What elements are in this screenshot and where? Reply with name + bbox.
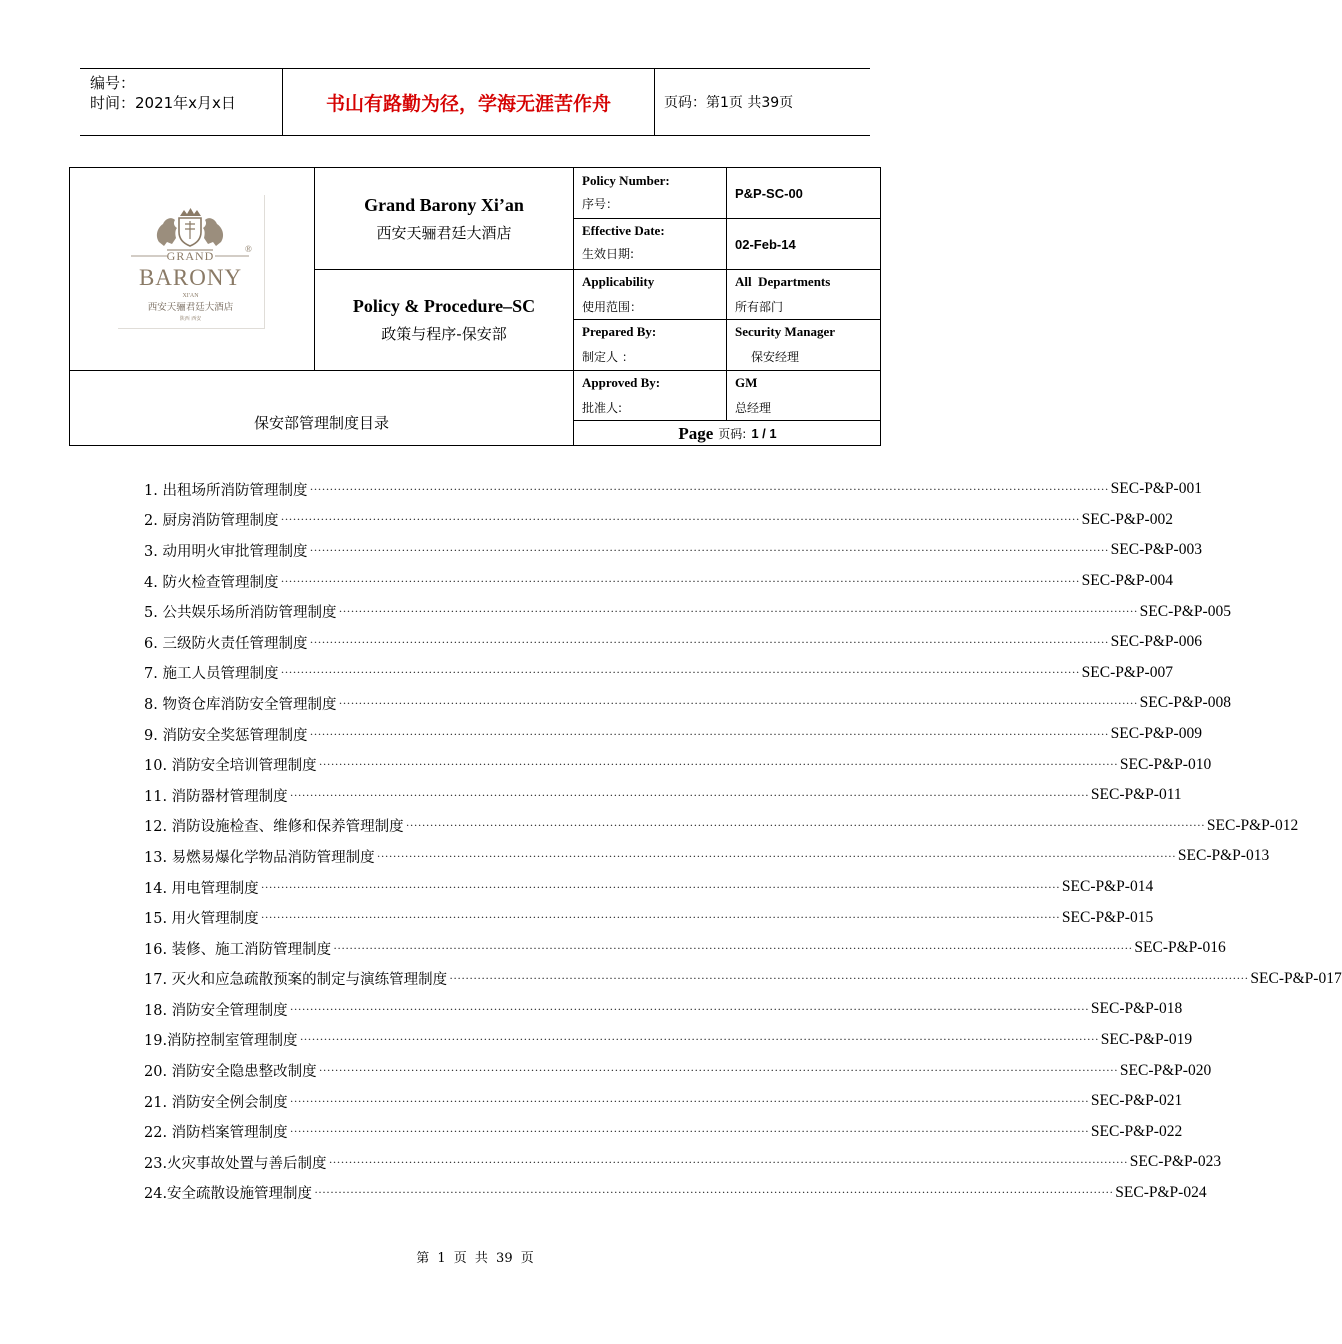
policy-header-table xyxy=(69,167,881,446)
toc-leader-dots: ········································································································································································································ xyxy=(260,879,1060,894)
toc-entry xyxy=(144,1147,1222,1178)
toc-entry-code: SEC-P&P-017 xyxy=(1250,969,1342,987)
toc-leader-dots: ········································································································································································································ xyxy=(289,1093,1089,1108)
header-page-info: 页码：第1页 共39页 xyxy=(664,95,794,111)
toc-entry-code: SEC-P&P-021 xyxy=(1090,1092,1183,1110)
toc-entry xyxy=(144,1086,1183,1117)
toc-entry xyxy=(144,566,1173,597)
toc-entry-title: 2. 厨房消防管理制度 xyxy=(144,513,279,530)
toc-leader-dots: ········································································································································································································ xyxy=(289,1001,1089,1016)
page-footer: 第 1 页 共 39 页 xyxy=(416,1251,534,1266)
toc-entry xyxy=(144,872,1154,903)
toc-entry xyxy=(144,780,1182,811)
toc-entry xyxy=(144,964,1342,995)
toc-entry-title: 5. 公共娱乐场所消防管理制度 xyxy=(144,605,337,622)
toc-leader-dots: ········································································································································································································ xyxy=(260,910,1060,925)
policy-title-en: Policy & Procedure–SC xyxy=(352,296,536,316)
toc-entry-title: 15. 用火管理制度 xyxy=(144,911,259,928)
toc-entry-title: 19.消防控制室管理制度 xyxy=(144,1033,298,1050)
toc-entry-code: SEC-P&P-015 xyxy=(1061,908,1154,926)
toc-leader-dots: ········································································································································································································ xyxy=(289,787,1089,802)
toc-entry-title: 23.火灾事故处置与善后制度 xyxy=(144,1155,327,1172)
toc-leader-dots: ········································································································································································································ xyxy=(280,573,1080,588)
toc-entry xyxy=(144,535,1202,566)
hotel-name-cn: 西安天骊君廷大酒店 xyxy=(376,223,512,242)
toc-entry xyxy=(144,474,1202,505)
toc-entry xyxy=(144,1116,1183,1147)
toc-entry-code: SEC-P&P-016 xyxy=(1134,939,1226,957)
toc-entry-code: SEC-P&P-008 xyxy=(1139,694,1231,712)
toc-entry-title: 9. 消防安全奖惩管理制度 xyxy=(144,727,308,744)
doc-title: 保安部管理制度目录 xyxy=(253,414,389,432)
toc-entry-code: SEC-P&P-012 xyxy=(1206,816,1299,834)
toc-entry-title: 21. 消防安全例会制度 xyxy=(144,1094,288,1111)
logo-line-cn: 西安天骊君廷大酒店 xyxy=(147,302,234,313)
policy-number-label: Policy Number: 序号： xyxy=(582,173,670,211)
toc-entry-code: SEC-P&P-007 xyxy=(1081,663,1173,681)
prepared-by-label: Prepared By: 制定人 ： xyxy=(582,324,657,364)
toc-entry xyxy=(144,1178,1207,1209)
toc-entry-title: 17. 灭火和应急疏散预案的制定与演练管理制度 xyxy=(144,972,448,989)
toc-entry-title: 20. 消防安全隐患整改制度 xyxy=(144,1064,317,1081)
applicability-label: Applicability 使用范围： xyxy=(582,274,655,314)
document-header xyxy=(80,68,870,136)
page-label-cn: 页码: xyxy=(718,427,747,441)
header-meta xyxy=(90,73,236,113)
toc-entry xyxy=(144,627,1202,658)
toc-entry xyxy=(144,841,1270,872)
toc-entry-title: 3. 动用明火审批管理制度 xyxy=(144,543,308,560)
toc-entry xyxy=(144,505,1173,536)
toc-leader-dots: ········································································································································································································ xyxy=(299,1032,1099,1047)
toc-entry-code: SEC-P&P-010 xyxy=(1119,755,1212,773)
page-indicator xyxy=(574,421,881,446)
toc-entry-title: 8. 物资仓库消防安全管理制度 xyxy=(144,696,337,713)
toc-leader-dots: ········································································································································································································ xyxy=(333,940,1133,955)
toc-entry-code: SEC-P&P-003 xyxy=(1110,541,1202,559)
logo-line-city: 陕西 西安 xyxy=(179,316,202,322)
toc-entry xyxy=(144,994,1183,1025)
toc-leader-dots: ········································································································································································································ xyxy=(328,1154,1128,1169)
toc-leader-dots: ········································································································································································································ xyxy=(280,512,1080,527)
toc-leader-dots: ········································································································································································································ xyxy=(338,604,1138,619)
toc-entry xyxy=(144,719,1202,750)
toc-entry-code: SEC-P&P-013 xyxy=(1177,847,1270,865)
page-label: Page xyxy=(678,423,714,443)
toc-entry xyxy=(144,749,1212,780)
effective-date-value: 02-Feb-14 xyxy=(735,236,796,252)
barony-crest-icon xyxy=(117,194,264,328)
hotel-name-en: Grand Barony Xi’an xyxy=(364,194,524,215)
toc-entry-code: SEC-P&P-009 xyxy=(1110,725,1202,743)
toc-entry-title: 12. 消防设施检查、维修和保养管理制度 xyxy=(144,819,404,836)
policy-title-cell xyxy=(315,270,573,370)
toc-leader-dots: ········································································································································································································ xyxy=(309,634,1109,649)
toc-leader-dots: ········································································································································································································ xyxy=(338,695,1138,710)
effective-date-label: Effective Date: 生效日期: xyxy=(582,223,665,261)
toc-entry-code: SEC-P&P-006 xyxy=(1110,633,1202,651)
toc-entry-code: SEC-P&P-004 xyxy=(1081,572,1173,590)
approved-by-value: GM 总经理 xyxy=(735,375,772,415)
toc-entry-code: SEC-P&P-020 xyxy=(1119,1061,1212,1079)
table-of-contents xyxy=(144,474,1342,1208)
toc-leader-dots: ········································································································································································································ xyxy=(280,665,1080,680)
toc-leader-dots: ········································································································································································································ xyxy=(449,971,1249,986)
toc-entry-title: 22. 消防档案管理制度 xyxy=(144,1125,288,1142)
toc-leader-dots: ········································································································································································································ xyxy=(309,542,1109,557)
toc-leader-dots: ········································································································································································································ xyxy=(376,848,1176,863)
toc-entry-code: SEC-P&P-018 xyxy=(1090,1000,1183,1018)
toc-leader-dots: ········································································································································································································ xyxy=(289,1124,1089,1139)
toc-entry xyxy=(144,1025,1193,1056)
toc-entry-code: SEC-P&P-002 xyxy=(1081,510,1173,528)
toc-entry-code: SEC-P&P-019 xyxy=(1100,1030,1193,1048)
applicability-value: All Departments 所有部门 xyxy=(735,274,831,314)
toc-entry xyxy=(144,596,1231,627)
toc-entry xyxy=(144,688,1231,719)
toc-entry xyxy=(144,811,1299,842)
toc-entry-title: 11. 消防器材管理制度 xyxy=(144,788,288,805)
toc-entry xyxy=(144,902,1154,933)
toc-entry-title: 24.安全疏散设施管理制度 xyxy=(144,1186,313,1203)
toc-entry-code: SEC-P&P-005 xyxy=(1139,602,1231,620)
toc-entry-title: 10. 消防安全培训管理制度 xyxy=(144,758,317,775)
toc-entry-code: SEC-P&P-024 xyxy=(1115,1183,1207,1201)
approved-by-label: Approved By: 批准人: xyxy=(582,375,661,415)
doc-title-cell xyxy=(70,371,573,446)
hotel-name-cell xyxy=(315,168,573,269)
toc-entry xyxy=(144,658,1173,689)
toc-entry xyxy=(144,933,1226,964)
toc-entry xyxy=(144,1055,1212,1086)
toc-entry-title: 7. 施工人员管理制度 xyxy=(144,666,279,683)
toc-entry-title: 16. 装修、施工消防管理制度 xyxy=(144,941,332,958)
toc-leader-dots: ········································································································································································································ xyxy=(314,1185,1114,1200)
logo-line-xian: XI'AN xyxy=(182,293,199,299)
toc-entry-title: 18. 消防安全管理制度 xyxy=(144,1002,288,1019)
toc-entry-title: 13. 易燃易爆化学物品消防管理制度 xyxy=(144,849,375,866)
toc-entry-title: 4. 防火检查管理制度 xyxy=(144,574,279,591)
toc-entry-code: SEC-P&P-011 xyxy=(1090,786,1182,804)
toc-leader-dots: ········································································································································································································ xyxy=(405,818,1205,833)
toc-entry-code: SEC-P&P-014 xyxy=(1061,878,1154,896)
serial-label: 编号： xyxy=(90,74,136,92)
policy-number-value: P&P-SC-00 xyxy=(735,185,803,201)
policy-title-cn: 政策与程序-保安部 xyxy=(381,325,507,343)
toc-leader-dots: ········································································································································································································ xyxy=(309,481,1109,496)
logo-line-grand: GRAND xyxy=(166,249,215,263)
toc-leader-dots: ········································································································································································································ xyxy=(318,1063,1118,1078)
page-value: 1 / 1 xyxy=(751,426,777,441)
logo-registered: ® xyxy=(245,244,252,254)
toc-leader-dots: ········································································································································································································ xyxy=(318,757,1118,772)
toc-entry-code: SEC-P&P-022 xyxy=(1090,1122,1183,1140)
toc-entry-code: SEC-P&P-023 xyxy=(1129,1153,1222,1171)
logo-line-barony: BARONY xyxy=(138,265,243,290)
toc-entry-title: 1. 出租场所消防管理制度 xyxy=(144,482,308,499)
date-line: 时间：2021年x月x日 xyxy=(90,94,236,112)
toc-entry-title: 14. 用电管理制度 xyxy=(144,880,259,897)
toc-entry-code: SEC-P&P-001 xyxy=(1110,480,1202,498)
toc-entry-title: 6. 三级防火责任管理制度 xyxy=(144,635,308,652)
hotel-logo xyxy=(117,194,264,328)
toc-leader-dots: ········································································································································································································ xyxy=(309,726,1109,741)
prepared-by-value: Security Manager 保安经理 xyxy=(735,324,836,364)
motto-text: 书山有路勤为径，学海无涯苦作舟 xyxy=(325,92,611,115)
header-divider xyxy=(654,69,655,135)
